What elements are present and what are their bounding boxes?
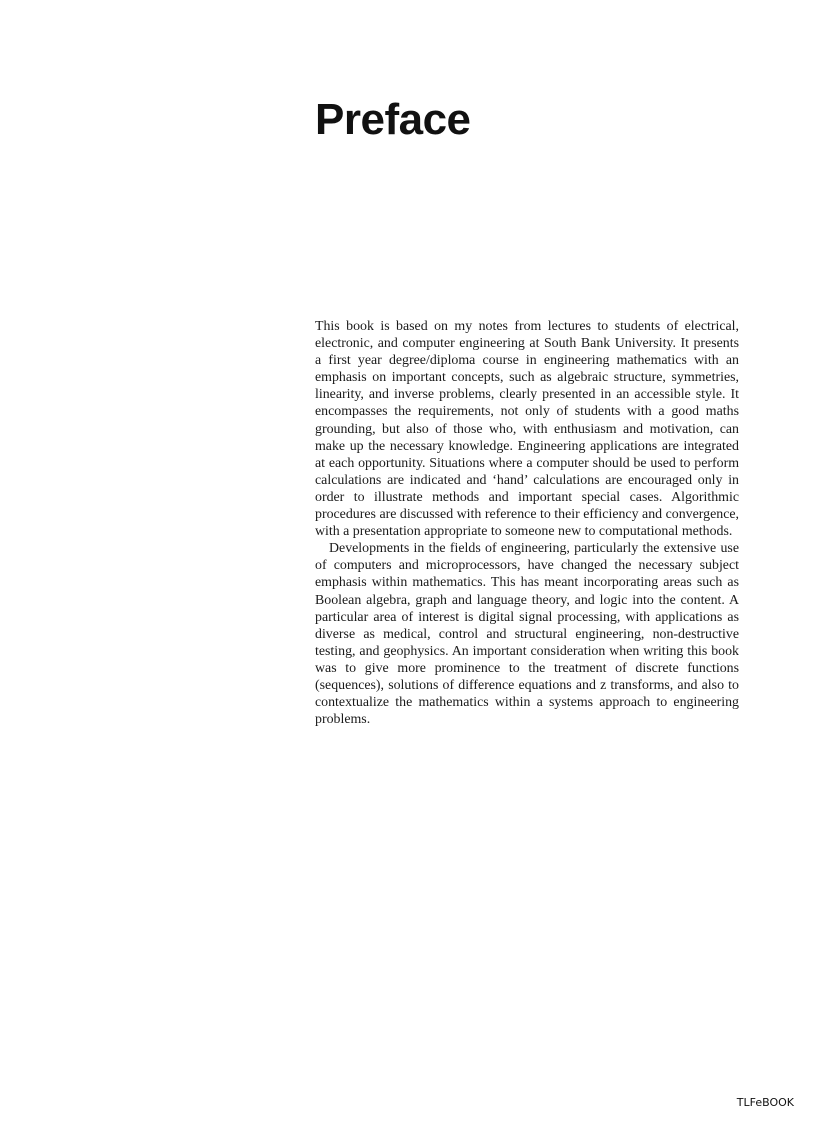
preface-body <box>315 318 739 728</box>
paragraph-2: Developments in the fields of engineering, particularly the extensive use of computers and microprocessors, have changed the necessary subject emphasis within mathematics. This has meant incorporating areas such as Boolean algebra, graph and language theory, and logic into the content. A particular area of interest is digital signal processing, with applications as diverse as medical, control and structural engineering, non-destructive testing, and geophysics. An important consideration when writing this book was to give more prominence to the treatment of discrete functions (sequences), solutions of difference equations and z transforms, and also to contextualize the mathematics within a systems approach to engineering problems. <box>315 541 739 728</box>
page-title: Preface <box>315 95 471 144</box>
footer-watermark: TLFeBOOK <box>736 1096 794 1109</box>
paragraph-1: This book is based on my notes from lectures to students of electrical, electronic, and computer engineering at South Bank University. It presents a first year degree/diploma course in engineering mathematics with an emphasis on important concepts, such as algebraic structure, symmetries, linearity, and inverse problems, clearly presented in an accessible style. It encompasses the requirements, not only of students with a good maths grounding, but also of those who, with enthusiasm and motivation, can make up the necessary knowledge. Engineering applications are integrated at each opportunity. Situations where a computer should be used to perform calculations are indicated and ‘hand’ calculations are encouraged only in order to illustrate methods and important special cases. Algorithmic procedures are discussed with reference to their efficiency and convergence, with a presentation appropriate to someone new to computational methods. <box>315 319 739 540</box>
